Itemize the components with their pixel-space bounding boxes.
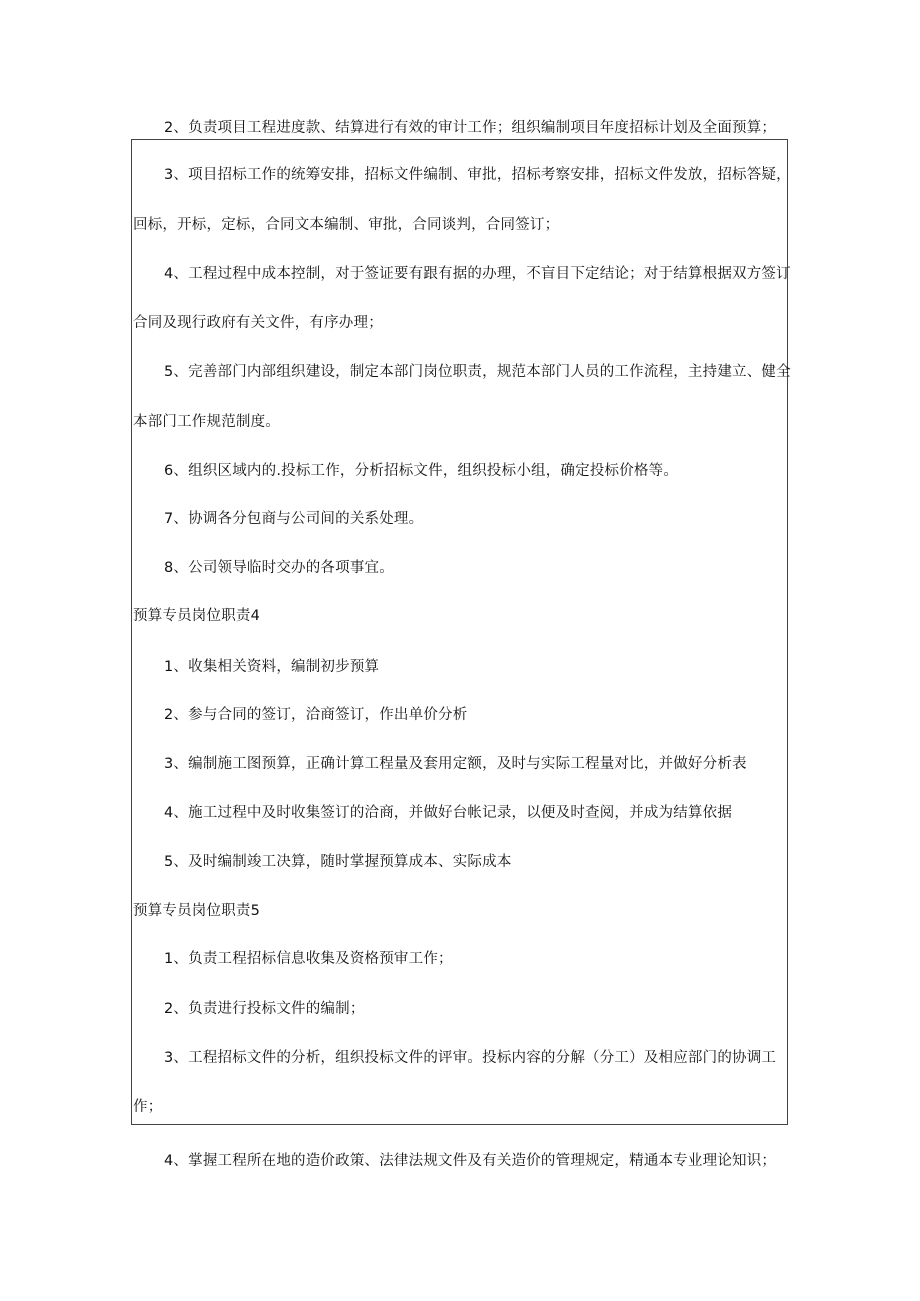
paragraph-line: 1、负责工程招标信息收集及资格预审工作； bbox=[164, 951, 453, 967]
paragraph-line: 作； bbox=[133, 1099, 163, 1115]
paragraph-line: 3、工程招标文件的分析，组织投标文件的评审。投标内容的分解（分工）及相应部门的协调工 bbox=[164, 1050, 777, 1066]
paragraph-line: 3、编制施工图预算，正确计算工程量及套用定额，及时与实际工程量对比，并做好分析表 bbox=[164, 756, 747, 772]
paragraph-line: 5、完善部门内部组织建设，制定本部门岗位职责，规范本部门人员的工作流程，主持建立、健全 bbox=[164, 364, 791, 380]
paragraph-line: 本部门工作规范制度。 bbox=[133, 414, 280, 430]
paragraph-line: 3、项目招标工作的统筹安排，招标文件编制、审批，招标考察安排，招标文件发放，招标答疑， bbox=[164, 167, 791, 183]
paragraph-line: 1、收集相关资料，编制初步预算 bbox=[164, 659, 380, 675]
paragraph-line: 2、负责项目工程进度款、结算进行有效的审计工作；组织编制项目年度招标计划及全面预算； bbox=[164, 120, 777, 136]
section-heading: 预算专员岗位职责4 bbox=[133, 608, 261, 624]
paragraph-line: 4、掌握工程所在地的造价政策、法律法规文件及有关造价的管理规定，精通本专业理论知识； bbox=[164, 1153, 777, 1169]
paragraph-line: 7、协调各分包商与公司间的关系处理。 bbox=[164, 511, 424, 527]
paragraph-line: 2、负责进行投标文件的编制； bbox=[164, 1001, 365, 1017]
paragraph-line: 4、施工过程中及时收集签订的洽商，并做好台帐记录，以便及时查阅，并成为结算依据 bbox=[164, 805, 733, 821]
paragraph-line: 回标，开标，定标，合同文本编制、审批，合同谈判，合同签订； bbox=[133, 217, 560, 233]
paragraph-line: 5、及时编制竣工决算，随时掌握预算成本、实际成本 bbox=[164, 854, 512, 870]
section-heading: 预算专员岗位职责5 bbox=[133, 903, 261, 919]
paragraph-line: 4、工程过程中成本控制，对于签证要有跟有据的办理，不盲目下定结论；对于结算根据双方签订 bbox=[164, 266, 791, 282]
paragraph-line: 8、公司领导临时交办的各项事宜。 bbox=[164, 560, 394, 576]
paragraph-line: 6、组织区域内的.投标工作，分析招标文件，组织投标小组，确定投标价格等。 bbox=[164, 463, 679, 479]
content-frame bbox=[131, 139, 788, 1125]
paragraph-line: 2、参与合同的签订，洽商签订，作出单价分析 bbox=[164, 707, 468, 723]
paragraph-line: 合同及现行政府有关文件，有序办理； bbox=[133, 315, 383, 331]
